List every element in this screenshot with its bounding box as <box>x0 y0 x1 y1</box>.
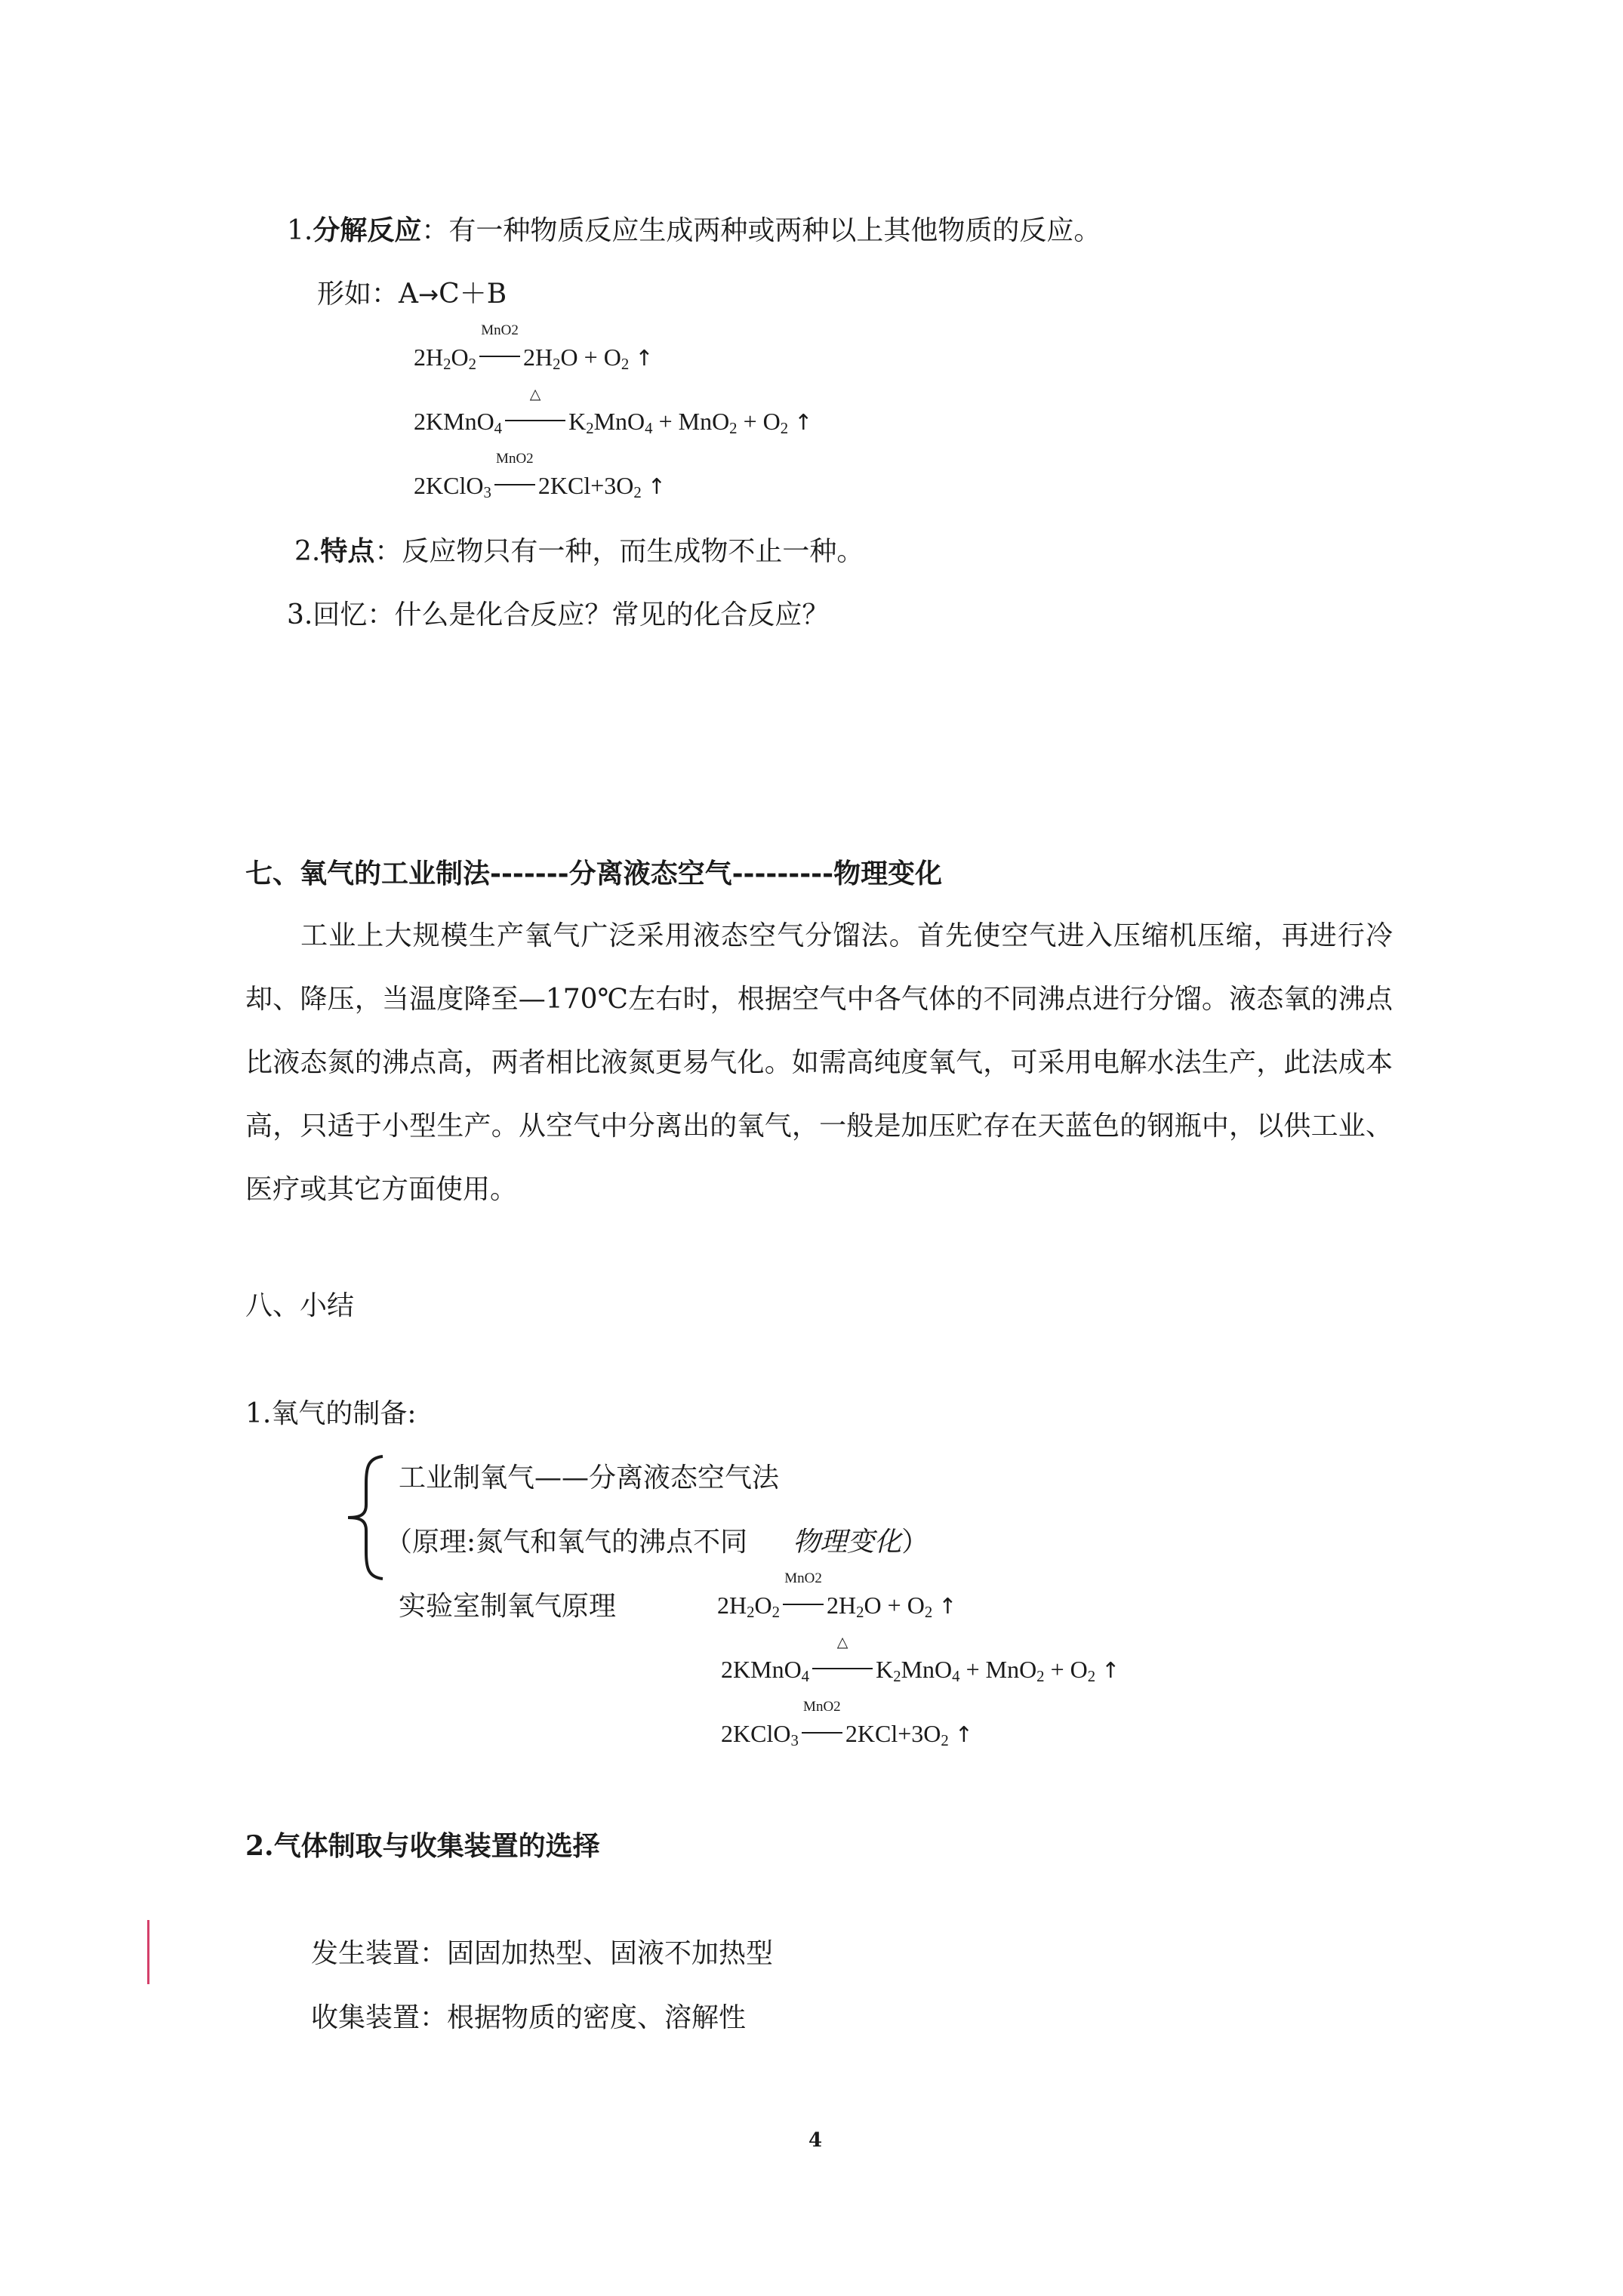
summary-equation-kclo3: 2KClO$_3$ MnO2 $2KCl+3O_2$ ↑ <box>721 1699 973 1750</box>
subsection-1-heading: 1.氧气的制备: <box>245 1398 417 1429</box>
definition-line: 1.分解反应：有一种物质反应生成两种或两种以上其他物质的反应。 <box>287 214 1101 246</box>
subsection-2-heading: 2.气体制取与收集装置的选择 <box>245 1830 600 1862</box>
equation-h2o2: $2H_2O_2$ MnO2 $2H_2O + O_2$ ↑ <box>414 322 654 374</box>
feature-line: 2.特点：反应物只有一种，而生成物不止一种。 <box>294 535 864 567</box>
section-7-heading: 七、氧气的工业制法-------分离液态空气---------物理变化 <box>245 858 943 889</box>
industrial-oxygen-line: 工业制氧气——分离液态空气法 <box>399 1462 780 1493</box>
margin-mark <box>147 1920 149 1984</box>
left-brace-icon <box>343 1453 389 1582</box>
form-line: 形如：A→C＋B <box>317 279 507 310</box>
summary-equation-kmno4: 2KMnO$_4$ △ $K_2MnO_4 + MnO_2 + O_2$ ↑ <box>721 1635 1120 1686</box>
page-number: 4 <box>808 2129 823 2152</box>
summary-equation-h2o2: $2H_2O_2$ MnO2 $2H_2O + O_2$ ↑ <box>717 1570 957 1622</box>
section-8-heading: 八、小结 <box>245 1290 355 1321</box>
recall-line: 3.回忆：什么是化合反应？常见的化合反应？ <box>287 599 830 630</box>
principle-line: （原理:氮气和氧气的沸点不同 物理变化） <box>385 1527 929 1558</box>
collector-line: 收集装置：根据物质的密度、溶解性 <box>311 2002 747 2033</box>
section-7-paragraph: 工业上大规模生产氧气广泛采用液态空气分馏法。首先使空气进入压缩机压缩，再进行冷却、降压，当温度降至—170℃左右时，根据空气中各气体的不同沸点进行分馏。液态氧的沸点比液态氮的沸点高，两者相比液氮更易气化。如需高纯度氧气，可采用电解水法生产，此法成本高，只适于小型生产。从空气中分离出的氧气，一般是加压贮存在天蓝色的钢瓶中，以供工业、医疗或其它方面使用。 <box>245 920 1393 1205</box>
equation-kclo3: 2KClO$_3$ MnO2 $2KCl+3O_2$ ↑ <box>414 451 666 502</box>
generator-line: 发生装置：固固加热型、固液不加热型 <box>311 1938 774 1969</box>
lab-oxygen-label: 实验室制氧气原理 <box>399 1591 617 1622</box>
equation-kmno4: 2KMnO$_4$ △ $K_2MnO_4 + MnO_2 + O_2$ ↑ <box>414 387 813 438</box>
